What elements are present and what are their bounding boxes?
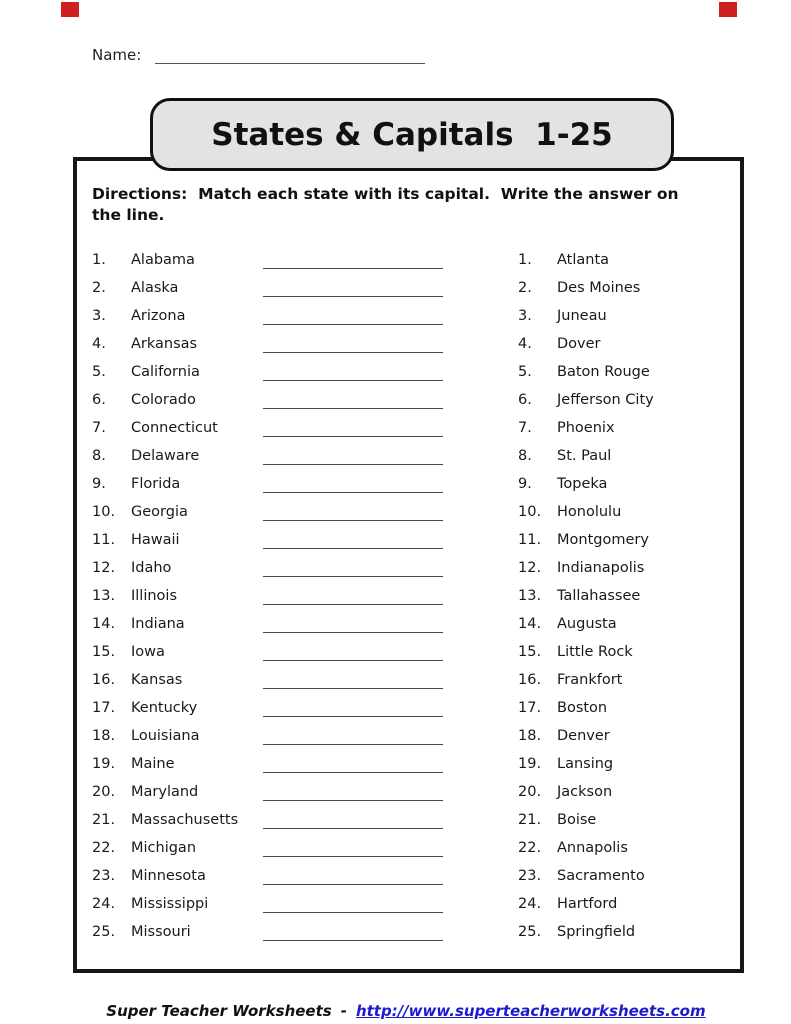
capital-name: Indianapolis — [557, 560, 645, 576]
state-number: 6. — [92, 392, 106, 408]
name-blank-line — [155, 47, 425, 64]
capital-number: 1. — [518, 252, 532, 268]
capital-name: Boston — [557, 700, 608, 716]
answer-blank-line — [263, 806, 443, 829]
state-number: 23. — [92, 868, 116, 884]
state-name: California — [131, 364, 200, 380]
state-name: Illinois — [131, 588, 178, 604]
list-item — [92, 470, 737, 498]
list-item — [92, 694, 737, 722]
list-item — [92, 498, 737, 526]
list-item — [92, 834, 737, 862]
list-item — [92, 554, 737, 582]
state-number: 16. — [92, 672, 116, 688]
list-item — [92, 610, 737, 638]
capital-name: Denver — [557, 728, 610, 744]
answer-blank-line — [263, 330, 443, 353]
state-name: Maryland — [131, 784, 199, 800]
capital-number: 5. — [518, 364, 532, 380]
capital-name: Juneau — [557, 308, 607, 324]
state-name: Hawaii — [131, 532, 180, 548]
answer-blank-line — [263, 526, 443, 549]
capital-number: 13. — [518, 588, 542, 604]
capital-name: Honolulu — [557, 504, 622, 520]
state-number: 25. — [92, 924, 116, 940]
answer-blank-line — [263, 694, 443, 717]
answer-blank-line — [263, 246, 443, 269]
capital-name: Frankfort — [557, 672, 623, 688]
capital-number: 14. — [518, 616, 542, 632]
footer — [0, 984, 791, 1024]
capital-number: 24. — [518, 896, 542, 912]
state-name: Arkansas — [131, 336, 198, 352]
state-name: Alabama — [131, 252, 195, 268]
directions-line-2: the line. — [92, 206, 165, 224]
capital-number: 15. — [518, 644, 542, 660]
capital-name: Lansing — [557, 756, 614, 772]
state-name: Iowa — [131, 644, 165, 660]
list-item — [92, 582, 737, 610]
capital-number: 20. — [518, 784, 542, 800]
capital-number: 18. — [518, 728, 542, 744]
capital-number: 19. — [518, 756, 542, 772]
state-name: Alaska — [131, 280, 179, 296]
answer-blank-line — [263, 834, 443, 857]
state-number: 3. — [92, 308, 106, 324]
capital-number: 23. — [518, 868, 542, 884]
state-number: 1. — [92, 252, 106, 268]
list-item — [92, 246, 737, 274]
state-name: Florida — [131, 476, 181, 492]
state-name: Idaho — [131, 560, 172, 576]
list-item — [92, 666, 737, 694]
answer-blank-line — [263, 582, 443, 605]
capital-name: Tallahassee — [557, 588, 641, 604]
match-list — [92, 246, 737, 946]
capital-name: Atlanta — [557, 252, 610, 268]
capital-number: 17. — [518, 700, 542, 716]
capital-number: 21. — [518, 812, 542, 828]
answer-blank-line — [263, 554, 443, 577]
list-item — [92, 862, 737, 890]
capital-name: Baton Rouge — [557, 364, 650, 380]
capital-name: Montgomery — [557, 532, 649, 548]
capital-name: Springfield — [557, 924, 636, 940]
state-number: 11. — [92, 532, 116, 548]
list-item — [92, 302, 737, 330]
capital-number: 6. — [518, 392, 532, 408]
state-number: 15. — [92, 644, 116, 660]
state-name: Georgia — [131, 504, 188, 520]
state-number: 18. — [92, 728, 116, 744]
answer-blank-line — [263, 274, 443, 297]
capital-number: 10. — [518, 504, 542, 520]
state-name: Kentucky — [131, 700, 198, 716]
footer-separator: - — [340, 1002, 347, 1020]
title-banner — [150, 98, 674, 171]
capital-number: 12. — [518, 560, 542, 576]
list-item — [92, 414, 737, 442]
state-number: 7. — [92, 420, 106, 436]
footer-link[interactable]: http://www.superteacherworksheets.com — [355, 1002, 706, 1020]
answer-blank-line — [263, 638, 443, 661]
state-name: Louisiana — [131, 728, 200, 744]
answer-blank-line — [263, 666, 443, 689]
state-number: 12. — [92, 560, 116, 576]
list-item — [92, 750, 737, 778]
state-number: 20. — [92, 784, 116, 800]
state-number: 22. — [92, 840, 116, 856]
capital-number: 25. — [518, 924, 542, 940]
answer-blank-line — [263, 722, 443, 745]
red-corner-mark-right — [719, 2, 737, 17]
capital-name: Augusta — [557, 616, 617, 632]
capital-name: Des Moines — [557, 280, 641, 296]
list-item — [92, 806, 737, 834]
state-number: 17. — [92, 700, 116, 716]
answer-blank-line — [263, 750, 443, 773]
state-name: Indiana — [131, 616, 185, 632]
state-number: 10. — [92, 504, 116, 520]
list-item — [92, 358, 737, 386]
state-name: Mississippi — [131, 896, 209, 912]
answer-blank-line — [263, 302, 443, 325]
list-item — [92, 274, 737, 302]
name-row — [92, 46, 425, 64]
answer-blank-line — [263, 358, 443, 381]
answer-blank-line — [263, 386, 443, 409]
state-number: 5. — [92, 364, 106, 380]
state-number: 19. — [92, 756, 116, 772]
state-name: Arizona — [131, 308, 186, 324]
capital-number: 11. — [518, 532, 542, 548]
capital-name: Hartford — [557, 896, 618, 912]
state-number: 14. — [92, 616, 116, 632]
state-name: Delaware — [131, 448, 200, 464]
answer-blank-line — [263, 890, 443, 913]
capital-name: Sacramento — [557, 868, 645, 884]
capital-name: Jefferson City — [557, 392, 654, 408]
answer-blank-line — [263, 498, 443, 521]
capital-name: Annapolis — [557, 840, 628, 856]
answer-blank-line — [263, 918, 443, 941]
state-name: Massachusetts — [131, 812, 239, 828]
state-number: 8. — [92, 448, 106, 464]
answer-blank-line — [263, 414, 443, 437]
answer-blank-line — [263, 610, 443, 633]
state-name: Michigan — [131, 840, 197, 856]
capital-name: Dover — [557, 336, 601, 352]
list-item — [92, 330, 737, 358]
name-label: Name: — [92, 46, 142, 64]
footer-site-name: Super Teacher Worksheets — [106, 1002, 332, 1020]
state-number: 2. — [92, 280, 106, 296]
page-title: States & Capitals 1-25 — [211, 116, 613, 153]
list-item — [92, 638, 737, 666]
capital-name: St. Paul — [557, 448, 612, 464]
answer-blank-line — [263, 778, 443, 801]
state-number: 9. — [92, 476, 106, 492]
directions-text — [92, 184, 702, 226]
state-name: Colorado — [131, 392, 196, 408]
state-name: Minnesota — [131, 868, 206, 884]
capital-name: Phoenix — [557, 420, 615, 436]
list-item — [92, 526, 737, 554]
state-number: 24. — [92, 896, 116, 912]
list-item — [92, 890, 737, 918]
capital-name: Jackson — [557, 784, 613, 800]
capital-number: 4. — [518, 336, 532, 352]
red-corner-mark-left — [61, 2, 79, 17]
capital-number: 9. — [518, 476, 532, 492]
capital-number: 16. — [518, 672, 542, 688]
capital-name: Little Rock — [557, 644, 633, 660]
state-number: 4. — [92, 336, 106, 352]
capital-number: 3. — [518, 308, 532, 324]
answer-blank-line — [263, 442, 443, 465]
state-name: Kansas — [131, 672, 183, 688]
state-number: 21. — [92, 812, 116, 828]
list-item — [92, 918, 737, 946]
list-item — [92, 386, 737, 414]
state-name: Connecticut — [131, 420, 218, 436]
capital-number: 8. — [518, 448, 532, 464]
state-name: Maine — [131, 756, 175, 772]
answer-blank-line — [263, 470, 443, 493]
list-item — [92, 778, 737, 806]
capital-name: Topeka — [557, 476, 608, 492]
state-name: Missouri — [131, 924, 191, 940]
capital-name: Boise — [557, 812, 597, 828]
directions-line-1: Directions: Match each state with its capital. Write the answer on — [92, 185, 679, 203]
capital-number: 7. — [518, 420, 532, 436]
answer-blank-line — [263, 862, 443, 885]
list-item — [92, 722, 737, 750]
list-item — [92, 442, 737, 470]
capital-number: 22. — [518, 840, 542, 856]
state-number: 13. — [92, 588, 116, 604]
capital-number: 2. — [518, 280, 532, 296]
